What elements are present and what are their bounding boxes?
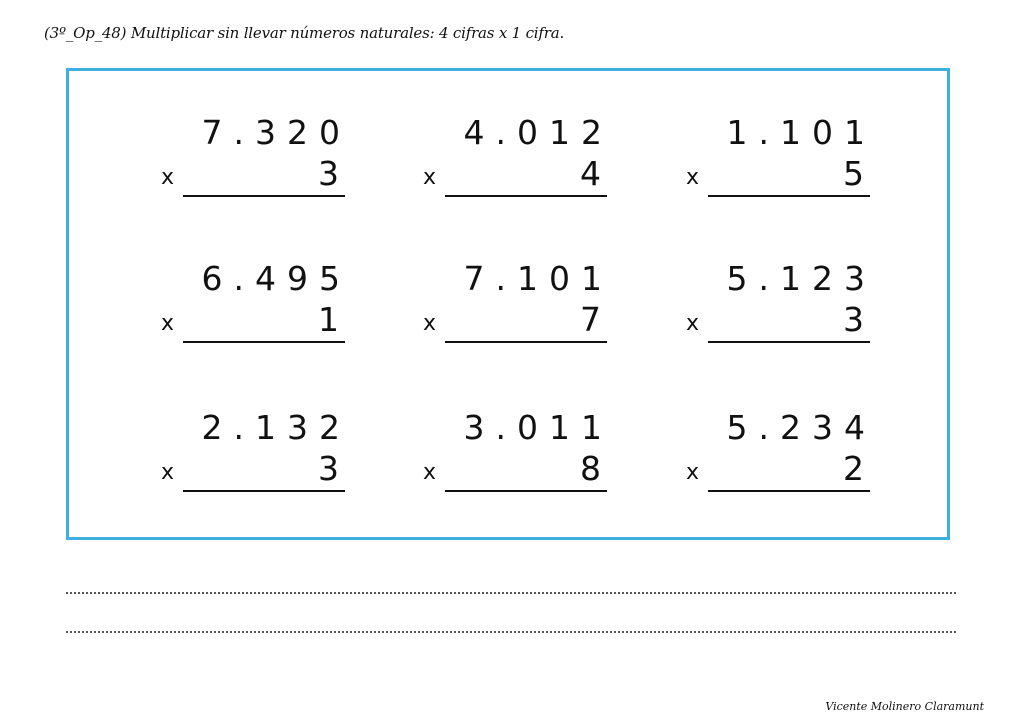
answer-line (445, 490, 607, 492)
problem-8 (423, 408, 623, 498)
multiplicand: 4.012 (463, 113, 613, 152)
multiplier: 3 (318, 449, 339, 488)
times-sign: x (423, 311, 437, 336)
multiplier: 3 (843, 300, 864, 339)
problem-5 (423, 259, 623, 349)
multiplier: 7 (580, 300, 601, 339)
problem-7 (161, 408, 361, 498)
multiplicand: 7.101 (463, 259, 613, 298)
multiplier: 3 (318, 154, 339, 193)
times-sign: x (161, 165, 175, 190)
multiplier: 2 (843, 449, 864, 488)
answer-line (445, 341, 607, 343)
multiplicand: 1.101 (726, 113, 876, 152)
multiplier: 4 (580, 154, 601, 193)
times-sign: x (686, 311, 700, 336)
answer-line (183, 341, 345, 343)
multiplicand: 6.495 (201, 259, 351, 298)
multiplicand: 5.123 (726, 259, 876, 298)
multiplicand: 3.011 (463, 408, 613, 447)
answer-line (183, 490, 345, 492)
exercise-panel (66, 68, 950, 540)
times-sign: x (686, 165, 700, 190)
problem-3 (686, 113, 886, 203)
writing-line-2 (66, 631, 956, 633)
problem-4 (161, 259, 361, 349)
problem-1 (161, 113, 361, 203)
times-sign: x (686, 460, 700, 485)
problem-6 (686, 259, 886, 349)
times-sign: x (161, 311, 175, 336)
multiplicand: 7.320 (201, 113, 351, 152)
problem-2 (423, 113, 623, 203)
multiplier: 1 (318, 300, 339, 339)
times-sign: x (423, 460, 437, 485)
answer-line (445, 195, 607, 197)
answer-line (708, 490, 870, 492)
author-credit: Vicente Molinero Claramunt (825, 700, 984, 713)
worksheet-title: (3º_Op_48) Multiplicar sin llevar números naturales: 4 cifras x 1 cifra. (44, 24, 565, 42)
multiplicand: 2.132 (201, 408, 351, 447)
times-sign: x (161, 460, 175, 485)
problem-9 (686, 408, 886, 498)
answer-line (183, 195, 345, 197)
answer-line (708, 341, 870, 343)
writing-line-1 (66, 592, 956, 594)
answer-line (708, 195, 870, 197)
multiplier: 5 (843, 154, 864, 193)
multiplier: 8 (580, 449, 601, 488)
multiplicand: 5.234 (726, 408, 876, 447)
times-sign: x (423, 165, 437, 190)
